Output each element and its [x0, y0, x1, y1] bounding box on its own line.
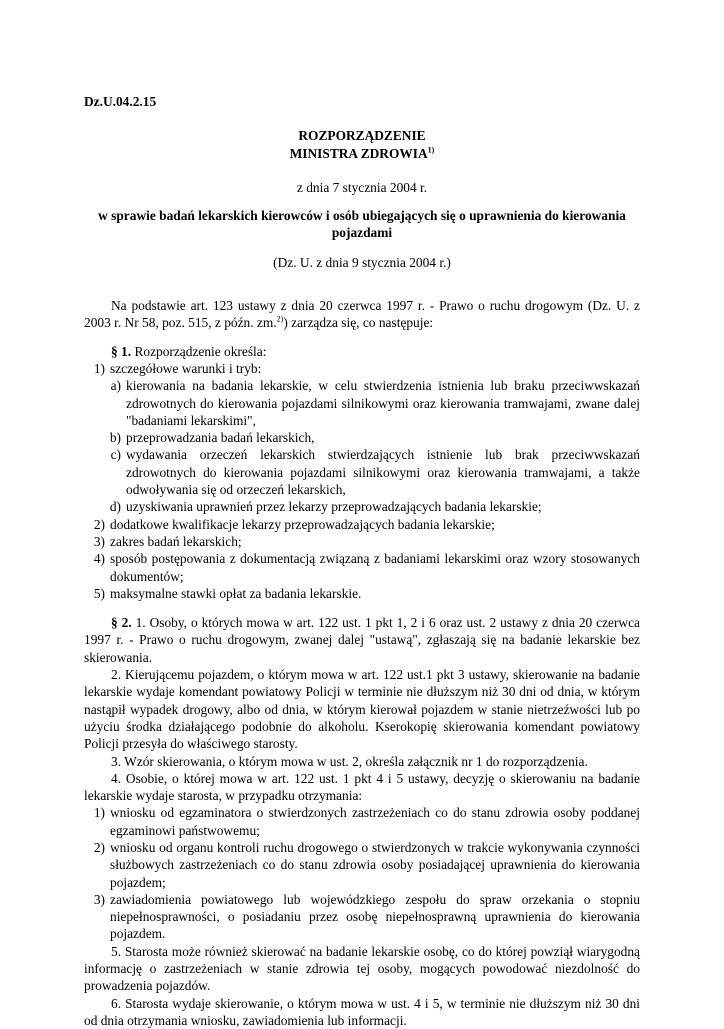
section-2-paragraph-2: 2. Kierującemu pojazdem, o którym mowa w art. 122 ust.1 pkt 3 ustawy, skierowanie na badanie lekarskie wydaje komendant powiatowy Policji w terminie nie dłuższym niż 30 dni od dnia, w którym nastąpił wypadek drogowy, albo od dnia, w którym kierował pojazdem w stanie nietrzeźwości lub po użyciu środka działającego podobnie do alkoholu. Kserokopię skierowania komendant powiatowy Policji przesyła do właściwego starosty.	[84, 667, 640, 752]
item-text: wniosku od organu kontroli ruchu drogowego o stwierdzonych w trakcie wykonywania czynności służbowych zastrzeżeniach co do stanu zdrowia osoby posiadającej uprawnienia do kierowania pojazdem;	[110, 839, 640, 890]
subitem-text: wydawania orzeczeń lekarskich stwierdzających istnienie lub brak przeciwwskazań zdrowotnych do kierowania pojazdami silnikowymi oraz kierowania tramwajami, a także odwoływania się od orzeczeń lekarskich,	[126, 447, 640, 498]
section-2-paragraph-5: 5. Starosta może również skierować na badanie lekarskie osobę, co do której powziął wiarygodną informację o zastrzeżeniach w stanie zdrowia tej osoby, mogących powodować niezdolność do prowadzenia pojazdów.	[84, 943, 640, 994]
item-number: 4)	[93, 551, 105, 567]
subitem-letter: d)	[109, 499, 121, 515]
subitem-letter: b)	[109, 430, 121, 446]
sub-list-item	[105, 429, 640, 446]
subitem-text: kierowania na badania lekarskie, w celu stwierdzenia istnienia lub braku przeciwwskazań zdrowotnych do kierowania pojazdami silnikowymi oraz kierowania tramwajami, zwane dalej "badaniami lekarskimi",	[126, 378, 640, 428]
issuer-footnote-ref: 1)	[427, 145, 435, 155]
subitem-text: przeprowadzania badań lekarskich,	[126, 430, 315, 446]
section-2-paragraph-4: 4. Osobie, o której mowa w art. 122 ust. 1 pkt 4 i 5 ustawy, decyzję o skierowaniu na badanie lekarskie wydaje starosta, w przypadku otrzymania:	[84, 770, 640, 804]
list-item	[84, 516, 640, 533]
section-2-paragraph-3: 3. Wzór skierowania, o którym mowa w ust. 2, określa załącznik nr 1 do rozporządzenia.	[111, 753, 588, 769]
subject-title: w sprawie badań lekarskich kierowców i osób ubiegających się o uprawnienia do kierowania pojazdami	[98, 208, 626, 241]
section-2-paragraph-6: 6. Starosta wydaje skierowanie, o którym mowa w ust. 4 i 5, w terminie nie dłuższym niż 30 dni od dnia otrzymania wniosku, zawiadomienia lub informacji.	[84, 995, 640, 1028]
list-item	[84, 839, 640, 891]
sub-list-item	[105, 377, 640, 429]
issue-date: z dnia 7 stycznia 2004 r.	[296, 179, 428, 195]
item-text: szczegółowe warunki i tryb:	[110, 360, 262, 376]
list-item	[84, 533, 640, 550]
journal-reference: Dz.U.04.2.15	[84, 94, 157, 109]
item-text: dodatkowe kwalifikacje lekarzy przeprowadzających badania lekarskie;	[110, 516, 495, 532]
item-number: 3)	[93, 891, 105, 907]
section-1-sublist	[105, 377, 640, 515]
item-text: zakres badań lekarskich;	[110, 533, 242, 549]
preamble-footnote-ref: 2)	[276, 314, 284, 324]
item-number: 1)	[93, 805, 105, 821]
list-item	[84, 550, 640, 585]
section-2-label: § 2.	[111, 615, 132, 631]
preamble	[84, 297, 640, 332]
document-content	[84, 93, 640, 1029]
preamble-text: Na podstawie art. 123 ustawy z dnia 20 czerwca 1997 r. - Prawo o ruchu drogowym (Dz. U. z 2003 r. Nr 58, poz. 515, z późn. zm.	[84, 298, 640, 331]
document-type-title: ROZPORZĄDZENIE	[298, 128, 426, 144]
list-item	[84, 360, 640, 377]
item-number: 3)	[93, 533, 105, 549]
section-1-list	[84, 360, 640, 602]
item-text: wniosku od egzaminatora o stwierdzonych zastrzeżeniach co do stanu zdrowia osoby poddanej egzaminowi państwowemu;	[110, 805, 640, 838]
item-text: zawiadomienia powiatowego lub wojewódzkiego zespołu do spraw orzekania o stopniu niepełnosprawności, o posiadaniu przez osobę niepełnosprawną uprawnienia do kierowania pojazdem.	[110, 891, 640, 942]
list-item	[84, 891, 640, 943]
item-number: 2)	[93, 839, 105, 855]
section-1-intro-text: Rozporządzenie określa:	[131, 343, 267, 359]
subitem-letter: a)	[110, 378, 121, 394]
sub-list-item	[105, 498, 640, 515]
item-number: 5)	[93, 585, 105, 601]
paragraph-text: 1. Osoby, o których mowa w art. 122 ust. 1 pkt 1, 2 i 6 oraz ust. 2 ustawy z dnia 20 czerwca 1997 r. - Prawo o ruchu drogowym, zwanej dalej "ustawą", zgłaszają się na badanie lekarskie bez skierowania.	[84, 615, 640, 665]
section-1-label: § 1.	[111, 343, 132, 359]
publication-note: (Dz. U. z dnia 9 stycznia 2004 r.)	[273, 254, 451, 270]
item-number: 1)	[93, 360, 105, 376]
section-2-list	[84, 804, 640, 942]
section-1-intro	[84, 343, 640, 360]
item-text: sposób postępowania z dokumentacją związaną z badaniami lekarskimi oraz wzory stosowanych dokumentów;	[110, 551, 640, 584]
issuer-title-text: MINISTRA ZDROWIA	[289, 145, 428, 161]
item-text: maksymalne stawki opłat za badania lekarskie.	[110, 585, 362, 601]
list-item	[84, 804, 640, 839]
preamble-text-end: ) zarządza się, co następuje:	[283, 315, 434, 331]
section-2-paragraph-1	[84, 614, 640, 666]
issuer-title	[84, 145, 640, 162]
list-item	[84, 585, 640, 602]
subitem-text: uzyskiwania uprawnień przez lekarzy przeprowadzających badania lekarskie;	[126, 499, 542, 515]
sub-list-item	[105, 446, 640, 498]
subitem-letter: c)	[110, 447, 121, 463]
item-number: 2)	[93, 516, 105, 532]
